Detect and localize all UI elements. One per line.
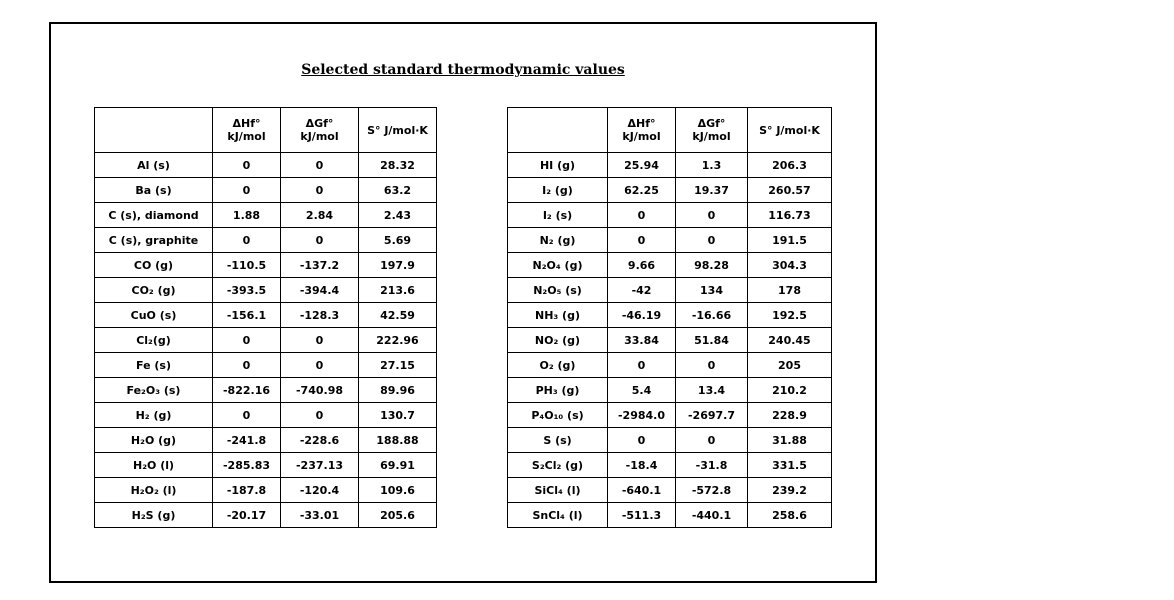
gibbs-cell: 134 bbox=[676, 278, 748, 303]
enthalpy-cell: -110.5 bbox=[213, 253, 281, 278]
species-cell: Cl₂(g) bbox=[95, 328, 213, 353]
table-row bbox=[95, 228, 437, 253]
header-gibbs-symbol: ΔGf° bbox=[697, 117, 726, 130]
species-cell: H₂O (l) bbox=[95, 453, 213, 478]
enthalpy-cell: 9.66 bbox=[608, 253, 676, 278]
gibbs-cell: -120.4 bbox=[281, 478, 359, 503]
entropy-cell: 2.43 bbox=[359, 203, 437, 228]
gibbs-cell: 0 bbox=[281, 178, 359, 203]
species-cell: SiCl₄ (l) bbox=[508, 478, 608, 503]
gibbs-cell: -16.66 bbox=[676, 303, 748, 328]
table-row bbox=[95, 503, 437, 528]
header-enthalpy-symbol: ΔHf° bbox=[232, 117, 261, 130]
gibbs-cell: 13.4 bbox=[676, 378, 748, 403]
header-gibbs bbox=[676, 108, 748, 153]
entropy-cell: 258.6 bbox=[748, 503, 832, 528]
species-cell: C (s), diamond bbox=[95, 203, 213, 228]
gibbs-cell: -2697.7 bbox=[676, 403, 748, 428]
table-row bbox=[508, 503, 832, 528]
entropy-cell: 31.88 bbox=[748, 428, 832, 453]
header-entropy: S° J/mol·K bbox=[359, 108, 437, 153]
table-row bbox=[95, 328, 437, 353]
enthalpy-cell: 5.4 bbox=[608, 378, 676, 403]
table-row bbox=[508, 178, 832, 203]
gibbs-cell: 2.84 bbox=[281, 203, 359, 228]
species-cell: I₂ (s) bbox=[508, 203, 608, 228]
species-cell: H₂ (g) bbox=[95, 403, 213, 428]
species-cell: O₂ (g) bbox=[508, 353, 608, 378]
table-row bbox=[508, 453, 832, 478]
enthalpy-cell: 0 bbox=[608, 228, 676, 253]
gibbs-cell: -228.6 bbox=[281, 428, 359, 453]
enthalpy-cell: 0 bbox=[213, 328, 281, 353]
enthalpy-cell: 0 bbox=[213, 228, 281, 253]
header-enthalpy bbox=[213, 108, 281, 153]
table-row bbox=[95, 453, 437, 478]
species-cell: P₄O₁₀ (s) bbox=[508, 403, 608, 428]
species-cell: H₂O (g) bbox=[95, 428, 213, 453]
entropy-cell: 63.2 bbox=[359, 178, 437, 203]
species-cell: C (s), graphite bbox=[95, 228, 213, 253]
species-cell: PH₃ (g) bbox=[508, 378, 608, 403]
table-row bbox=[508, 478, 832, 503]
table-row bbox=[508, 153, 832, 178]
entropy-cell: 210.2 bbox=[748, 378, 832, 403]
gibbs-cell: 0 bbox=[281, 153, 359, 178]
enthalpy-cell: 0 bbox=[213, 153, 281, 178]
enthalpy-cell: -285.83 bbox=[213, 453, 281, 478]
table-row bbox=[508, 328, 832, 353]
header-gibbs-unit: kJ/mol bbox=[692, 130, 731, 143]
species-cell: Fe₂O₃ (s) bbox=[95, 378, 213, 403]
table-row bbox=[95, 378, 437, 403]
gibbs-cell: 0 bbox=[676, 353, 748, 378]
species-cell: Fe (s) bbox=[95, 353, 213, 378]
species-cell: CuO (s) bbox=[95, 303, 213, 328]
entropy-cell: 188.88 bbox=[359, 428, 437, 453]
species-cell: H₂O₂ (l) bbox=[95, 478, 213, 503]
species-cell: N₂O₅ (s) bbox=[508, 278, 608, 303]
species-cell: N₂ (g) bbox=[508, 228, 608, 253]
header-row bbox=[95, 108, 437, 153]
gibbs-cell: 1.3 bbox=[676, 153, 748, 178]
enthalpy-cell: 1.88 bbox=[213, 203, 281, 228]
entropy-cell: 213.6 bbox=[359, 278, 437, 303]
species-cell: HI (g) bbox=[508, 153, 608, 178]
table-row bbox=[95, 403, 437, 428]
entropy-cell: 228.9 bbox=[748, 403, 832, 428]
header-species bbox=[508, 108, 608, 153]
entropy-cell: 206.3 bbox=[748, 153, 832, 178]
thermo-table-left bbox=[94, 107, 437, 528]
gibbs-cell: 19.37 bbox=[676, 178, 748, 203]
enthalpy-cell: 0 bbox=[608, 353, 676, 378]
table-row bbox=[508, 428, 832, 453]
enthalpy-cell: -46.19 bbox=[608, 303, 676, 328]
document-frame bbox=[49, 22, 877, 583]
gibbs-cell: 51.84 bbox=[676, 328, 748, 353]
gibbs-cell: -128.3 bbox=[281, 303, 359, 328]
table-row bbox=[95, 353, 437, 378]
species-cell: N₂O₄ (g) bbox=[508, 253, 608, 278]
species-cell: CO₂ (g) bbox=[95, 278, 213, 303]
table-row bbox=[508, 378, 832, 403]
enthalpy-cell: -393.5 bbox=[213, 278, 281, 303]
gibbs-cell: -394.4 bbox=[281, 278, 359, 303]
entropy-cell: 191.5 bbox=[748, 228, 832, 253]
enthalpy-cell: -187.8 bbox=[213, 478, 281, 503]
enthalpy-cell: -42 bbox=[608, 278, 676, 303]
species-cell: CO (g) bbox=[95, 253, 213, 278]
table-row bbox=[95, 303, 437, 328]
enthalpy-cell: 25.94 bbox=[608, 153, 676, 178]
species-cell: I₂ (g) bbox=[508, 178, 608, 203]
enthalpy-cell: 0 bbox=[608, 428, 676, 453]
gibbs-cell: -33.01 bbox=[281, 503, 359, 528]
gibbs-cell: 0 bbox=[676, 228, 748, 253]
enthalpy-cell: 62.25 bbox=[608, 178, 676, 203]
gibbs-cell: -740.98 bbox=[281, 378, 359, 403]
header-enthalpy-symbol: ΔHf° bbox=[627, 117, 656, 130]
header-row bbox=[508, 108, 832, 153]
table-row bbox=[508, 228, 832, 253]
table-row bbox=[95, 253, 437, 278]
enthalpy-cell: -640.1 bbox=[608, 478, 676, 503]
entropy-cell: 260.57 bbox=[748, 178, 832, 203]
entropy-cell: 197.9 bbox=[359, 253, 437, 278]
species-cell: NO₂ (g) bbox=[508, 328, 608, 353]
table-row bbox=[95, 178, 437, 203]
entropy-cell: 304.3 bbox=[748, 253, 832, 278]
header-entropy: S° J/mol·K bbox=[748, 108, 832, 153]
gibbs-cell: -31.8 bbox=[676, 453, 748, 478]
entropy-cell: 222.96 bbox=[359, 328, 437, 353]
gibbs-cell: -440.1 bbox=[676, 503, 748, 528]
entropy-cell: 42.59 bbox=[359, 303, 437, 328]
gibbs-cell: 0 bbox=[281, 328, 359, 353]
entropy-cell: 5.69 bbox=[359, 228, 437, 253]
gibbs-cell: -572.8 bbox=[676, 478, 748, 503]
table-row bbox=[95, 153, 437, 178]
enthalpy-cell: -241.8 bbox=[213, 428, 281, 453]
species-cell: S (s) bbox=[508, 428, 608, 453]
entropy-cell: 28.32 bbox=[359, 153, 437, 178]
species-cell: NH₃ (g) bbox=[508, 303, 608, 328]
enthalpy-cell: 0 bbox=[213, 403, 281, 428]
enthalpy-cell: 0 bbox=[608, 203, 676, 228]
gibbs-cell: 0 bbox=[281, 228, 359, 253]
table-row bbox=[508, 403, 832, 428]
table-row bbox=[508, 353, 832, 378]
header-enthalpy-unit: kJ/mol bbox=[622, 130, 661, 143]
species-cell: SnCl₄ (l) bbox=[508, 503, 608, 528]
table-row bbox=[95, 203, 437, 228]
entropy-cell: 109.6 bbox=[359, 478, 437, 503]
enthalpy-cell: -2984.0 bbox=[608, 403, 676, 428]
entropy-cell: 27.15 bbox=[359, 353, 437, 378]
entropy-cell: 240.45 bbox=[748, 328, 832, 353]
entropy-cell: 205 bbox=[748, 353, 832, 378]
species-cell: S₂Cl₂ (g) bbox=[508, 453, 608, 478]
entropy-cell: 69.91 bbox=[359, 453, 437, 478]
gibbs-cell: 0 bbox=[281, 353, 359, 378]
entropy-cell: 239.2 bbox=[748, 478, 832, 503]
enthalpy-cell: 33.84 bbox=[608, 328, 676, 353]
gibbs-cell: 0 bbox=[676, 203, 748, 228]
enthalpy-cell: 0 bbox=[213, 178, 281, 203]
header-gibbs bbox=[281, 108, 359, 153]
entropy-cell: 89.96 bbox=[359, 378, 437, 403]
table-row bbox=[508, 203, 832, 228]
entropy-cell: 331.5 bbox=[748, 453, 832, 478]
entropy-cell: 116.73 bbox=[748, 203, 832, 228]
table-row bbox=[508, 278, 832, 303]
header-gibbs-unit: kJ/mol bbox=[300, 130, 339, 143]
gibbs-cell: 0 bbox=[676, 428, 748, 453]
table-row bbox=[95, 278, 437, 303]
gibbs-cell: -137.2 bbox=[281, 253, 359, 278]
enthalpy-cell: 0 bbox=[213, 353, 281, 378]
enthalpy-cell: -156.1 bbox=[213, 303, 281, 328]
entropy-cell: 205.6 bbox=[359, 503, 437, 528]
header-enthalpy bbox=[608, 108, 676, 153]
table-row bbox=[95, 478, 437, 503]
gibbs-cell: 0 bbox=[281, 403, 359, 428]
species-cell: Ba (s) bbox=[95, 178, 213, 203]
thermo-table-right bbox=[507, 107, 832, 528]
table-row bbox=[95, 428, 437, 453]
species-cell: H₂S (g) bbox=[95, 503, 213, 528]
page-title: Selected standard thermodynamic values bbox=[301, 62, 625, 78]
gibbs-cell: -237.13 bbox=[281, 453, 359, 478]
entropy-cell: 192.5 bbox=[748, 303, 832, 328]
enthalpy-cell: -822.16 bbox=[213, 378, 281, 403]
enthalpy-cell: -18.4 bbox=[608, 453, 676, 478]
header-enthalpy-unit: kJ/mol bbox=[227, 130, 266, 143]
species-cell: Al (s) bbox=[95, 153, 213, 178]
header-gibbs-symbol: ΔGf° bbox=[305, 117, 334, 130]
enthalpy-cell: -511.3 bbox=[608, 503, 676, 528]
table-row bbox=[508, 253, 832, 278]
gibbs-cell: 98.28 bbox=[676, 253, 748, 278]
table-row bbox=[508, 303, 832, 328]
header-species bbox=[95, 108, 213, 153]
enthalpy-cell: -20.17 bbox=[213, 503, 281, 528]
entropy-cell: 130.7 bbox=[359, 403, 437, 428]
entropy-cell: 178 bbox=[748, 278, 832, 303]
